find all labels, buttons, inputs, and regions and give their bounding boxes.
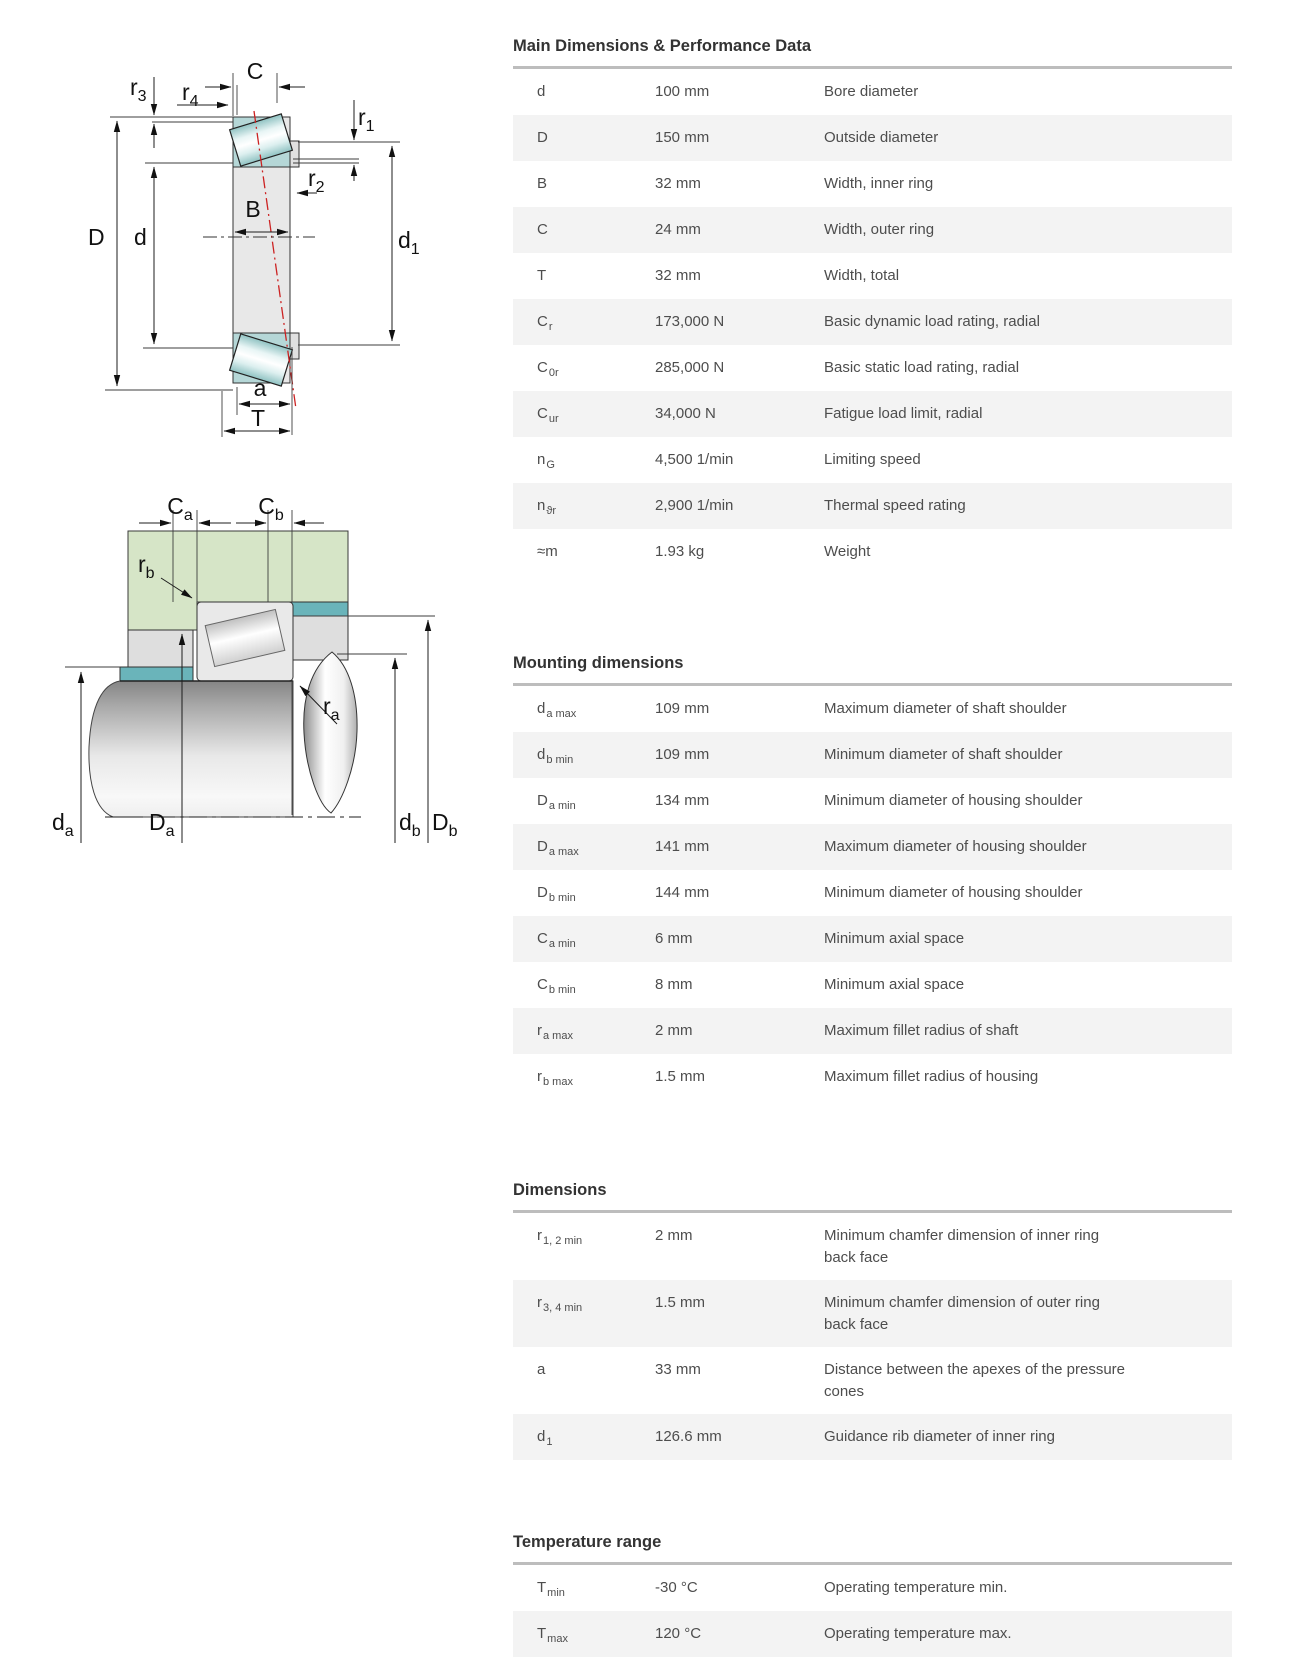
row-description: Minimum diameter of shaft shoulder — [824, 745, 1063, 763]
row-description: Minimum axial space — [824, 929, 965, 947]
row-symbol: T — [537, 266, 547, 284]
housing-shoulder-right — [293, 616, 348, 660]
row-value: 4,500 1/min — [655, 450, 734, 468]
dim-label-db: $d_b$ — [399, 809, 421, 840]
row-value: 32 mm — [655, 266, 701, 284]
table-row — [513, 1054, 1232, 1100]
row-symbol: C — [537, 220, 548, 238]
table-row — [513, 1565, 1232, 1611]
row-description: Operating temperature min. — [824, 1578, 1008, 1596]
row-value: 134 mm — [655, 791, 710, 809]
row-description: Maximum fillet radius of shaft — [824, 1021, 1019, 1039]
row-symbol: $C_{a min}$ — [537, 929, 576, 950]
row-symbol: ≈m — [537, 542, 558, 560]
dim-label-rb: $r_b$ — [138, 551, 155, 582]
dim-label-r2: $r_2$ — [308, 165, 325, 196]
row-value: 32 mm — [655, 174, 701, 192]
dim-label-a: a — [253, 375, 267, 401]
row-description: Maximum diameter of shaft shoulder — [824, 699, 1067, 717]
row-description: Minimum diameter of housing shoulder — [824, 883, 1083, 901]
row-description: Maximum fillet radius of housing — [824, 1067, 1039, 1085]
row-description: Minimum diameter of housing shoulder — [824, 791, 1083, 809]
row-symbol: $C_{b min}$ — [537, 975, 576, 996]
shaft-fillet-detail — [304, 652, 357, 813]
row-value: 1.93 kg — [655, 542, 705, 560]
section-title: Mounting dimensions — [513, 654, 684, 672]
row-description: Guidance rib diameter of inner ring — [824, 1427, 1055, 1445]
row-value: 120 °C — [655, 1624, 702, 1642]
row-value: 2 mm — [655, 1226, 693, 1244]
table-row — [513, 1414, 1232, 1460]
dim-label-C: C — [246, 58, 264, 84]
row-symbol: $D_{a min}$ — [537, 791, 576, 812]
row-description: Thermal speed rating — [824, 496, 966, 514]
section-dimensions — [513, 1180, 1232, 1460]
row-description: Distance between the apexes of the pressure cones — [824, 1360, 1126, 1400]
section-mounting-dimensions — [513, 653, 1232, 1100]
row-description: Maximum diameter of housing shoulder — [824, 837, 1087, 855]
section-title: Temperature range — [513, 1533, 662, 1551]
datasheet-tables — [513, 36, 1232, 1657]
row-symbol: $d_1$ — [537, 1427, 553, 1448]
row-symbol: $C_{ur}$ — [537, 404, 559, 425]
row-value: 1.5 mm — [655, 1293, 706, 1311]
dim-label-r3: $r_3$ — [130, 74, 147, 105]
bearing-section-diagram — [55, 45, 495, 445]
dim-label-Da: $D_a$ — [149, 809, 175, 840]
row-description: Width, inner ring — [824, 174, 934, 192]
dim-label-D: D — [88, 224, 105, 250]
dim-label-Db: $D_b$ — [432, 809, 458, 840]
row-description: Basic dynamic load rating, radial — [824, 312, 1040, 330]
row-value: 6 mm — [655, 929, 693, 947]
row-value: 109 mm — [655, 745, 710, 763]
row-symbol: $r_{a max}$ — [537, 1021, 573, 1042]
row-value: 100 mm — [655, 82, 710, 100]
row-symbol: B — [537, 174, 548, 192]
section-rows — [513, 1213, 1232, 1460]
row-description: Width, outer ring — [824, 220, 935, 238]
section-main-dimensions — [513, 36, 1232, 575]
row-value: 1.5 mm — [655, 1067, 706, 1085]
section-temperature-range — [513, 1532, 1232, 1657]
table-row — [513, 161, 1232, 207]
row-symbol: $r_{3, 4 min}$ — [537, 1293, 583, 1314]
row-symbol: D — [537, 128, 548, 146]
row-symbol: $C_{0r}$ — [537, 358, 559, 379]
row-value: 144 mm — [655, 883, 710, 901]
row-description: Outside diameter — [824, 128, 939, 146]
row-symbol: $T_{min}$ — [537, 1578, 565, 1599]
row-value: 2,900 1/min — [655, 496, 734, 514]
table-row — [513, 345, 1232, 391]
table-row — [513, 686, 1232, 732]
row-value: 8 mm — [655, 975, 693, 993]
shaft — [89, 681, 293, 817]
row-value: 126.6 mm — [655, 1427, 722, 1445]
row-value: 34,000 N — [655, 404, 716, 422]
table-row — [513, 824, 1232, 870]
row-description: Fatigue load limit, radial — [824, 404, 983, 422]
dim-label-T: T — [250, 405, 266, 431]
row-description: Basic static load rating, radial — [824, 358, 1020, 376]
dim-label-d: d — [134, 224, 147, 250]
row-value: 173,000 N — [655, 312, 725, 330]
row-symbol: d — [537, 82, 546, 100]
table-row — [513, 115, 1232, 161]
row-value: 141 mm — [655, 837, 710, 855]
row-symbol: $d_{a max}$ — [537, 699, 577, 720]
table-row — [513, 1347, 1232, 1414]
section-title: Main Dimensions & Performance Data — [513, 37, 811, 55]
table-row — [513, 253, 1232, 299]
row-symbol: $n_G$ — [537, 450, 555, 471]
row-symbol: $r_{1, 2 min}$ — [537, 1226, 583, 1247]
table-row — [513, 1008, 1232, 1054]
section-rows — [513, 69, 1232, 575]
row-description: Limiting speed — [824, 450, 921, 468]
section-title: Dimensions — [513, 1181, 607, 1199]
row-symbol: a — [537, 1360, 546, 1378]
row-value: 24 mm — [655, 220, 701, 238]
row-symbol: $D_{a max}$ — [537, 837, 579, 858]
table-row — [513, 916, 1232, 962]
row-description: Minimum axial space — [824, 975, 965, 993]
row-value: 33 mm — [655, 1360, 701, 1378]
row-symbol: $n_{ϑr}$ — [537, 496, 557, 517]
dim-label-ra: $r_a$ — [323, 693, 340, 724]
row-value: 285,000 N — [655, 358, 725, 376]
row-value: 2 mm — [655, 1021, 693, 1039]
table-row — [513, 391, 1232, 437]
table-row — [513, 870, 1232, 916]
table-row — [513, 437, 1232, 483]
dim-label-B: B — [245, 196, 261, 222]
row-symbol: $r_{b max}$ — [537, 1067, 573, 1088]
dim-label-r4: $r_4$ — [182, 79, 199, 110]
table-row — [513, 1213, 1232, 1280]
table-row — [513, 1611, 1232, 1657]
table-row — [513, 732, 1232, 778]
row-description: Bore diameter — [824, 82, 919, 100]
row-description: Operating temperature max. — [824, 1624, 1012, 1642]
row-symbol: $D_{b min}$ — [537, 883, 576, 904]
table-row — [513, 299, 1232, 345]
table-row — [513, 483, 1232, 529]
dim-label-da: $d_a$ — [52, 809, 74, 840]
row-value: -30 °C — [655, 1578, 698, 1596]
row-description: Minimum chamfer dimension of outer ring back face — [824, 1293, 1100, 1333]
table-row — [513, 962, 1232, 1008]
row-symbol: $C_r$ — [537, 312, 553, 333]
table-row — [513, 1280, 1232, 1347]
mounting-diagram — [25, 452, 485, 844]
row-description: Minimum chamfer dimension of inner ring back face — [824, 1226, 1100, 1266]
row-value: 150 mm — [655, 128, 710, 146]
row-value: 109 mm — [655, 699, 710, 717]
row-description: Weight — [824, 542, 871, 560]
section-rows — [513, 1565, 1232, 1657]
dim-label-r1: $r_1$ — [358, 104, 375, 135]
table-row — [513, 529, 1232, 575]
table-row — [513, 207, 1232, 253]
table-row — [513, 778, 1232, 824]
section-rows — [513, 686, 1232, 1100]
dim-label-Cb: $C_b$ — [258, 493, 284, 524]
row-symbol: $d_{b min}$ — [537, 745, 574, 766]
row-description: Width, total — [824, 266, 900, 284]
row-symbol: $T_{max}$ — [537, 1624, 568, 1645]
dim-label-d1: $d_1$ — [398, 227, 420, 258]
dim-label-Ca: $C_a$ — [167, 493, 193, 524]
shaft-shoulder-left — [128, 630, 193, 667]
table-row — [513, 69, 1232, 115]
